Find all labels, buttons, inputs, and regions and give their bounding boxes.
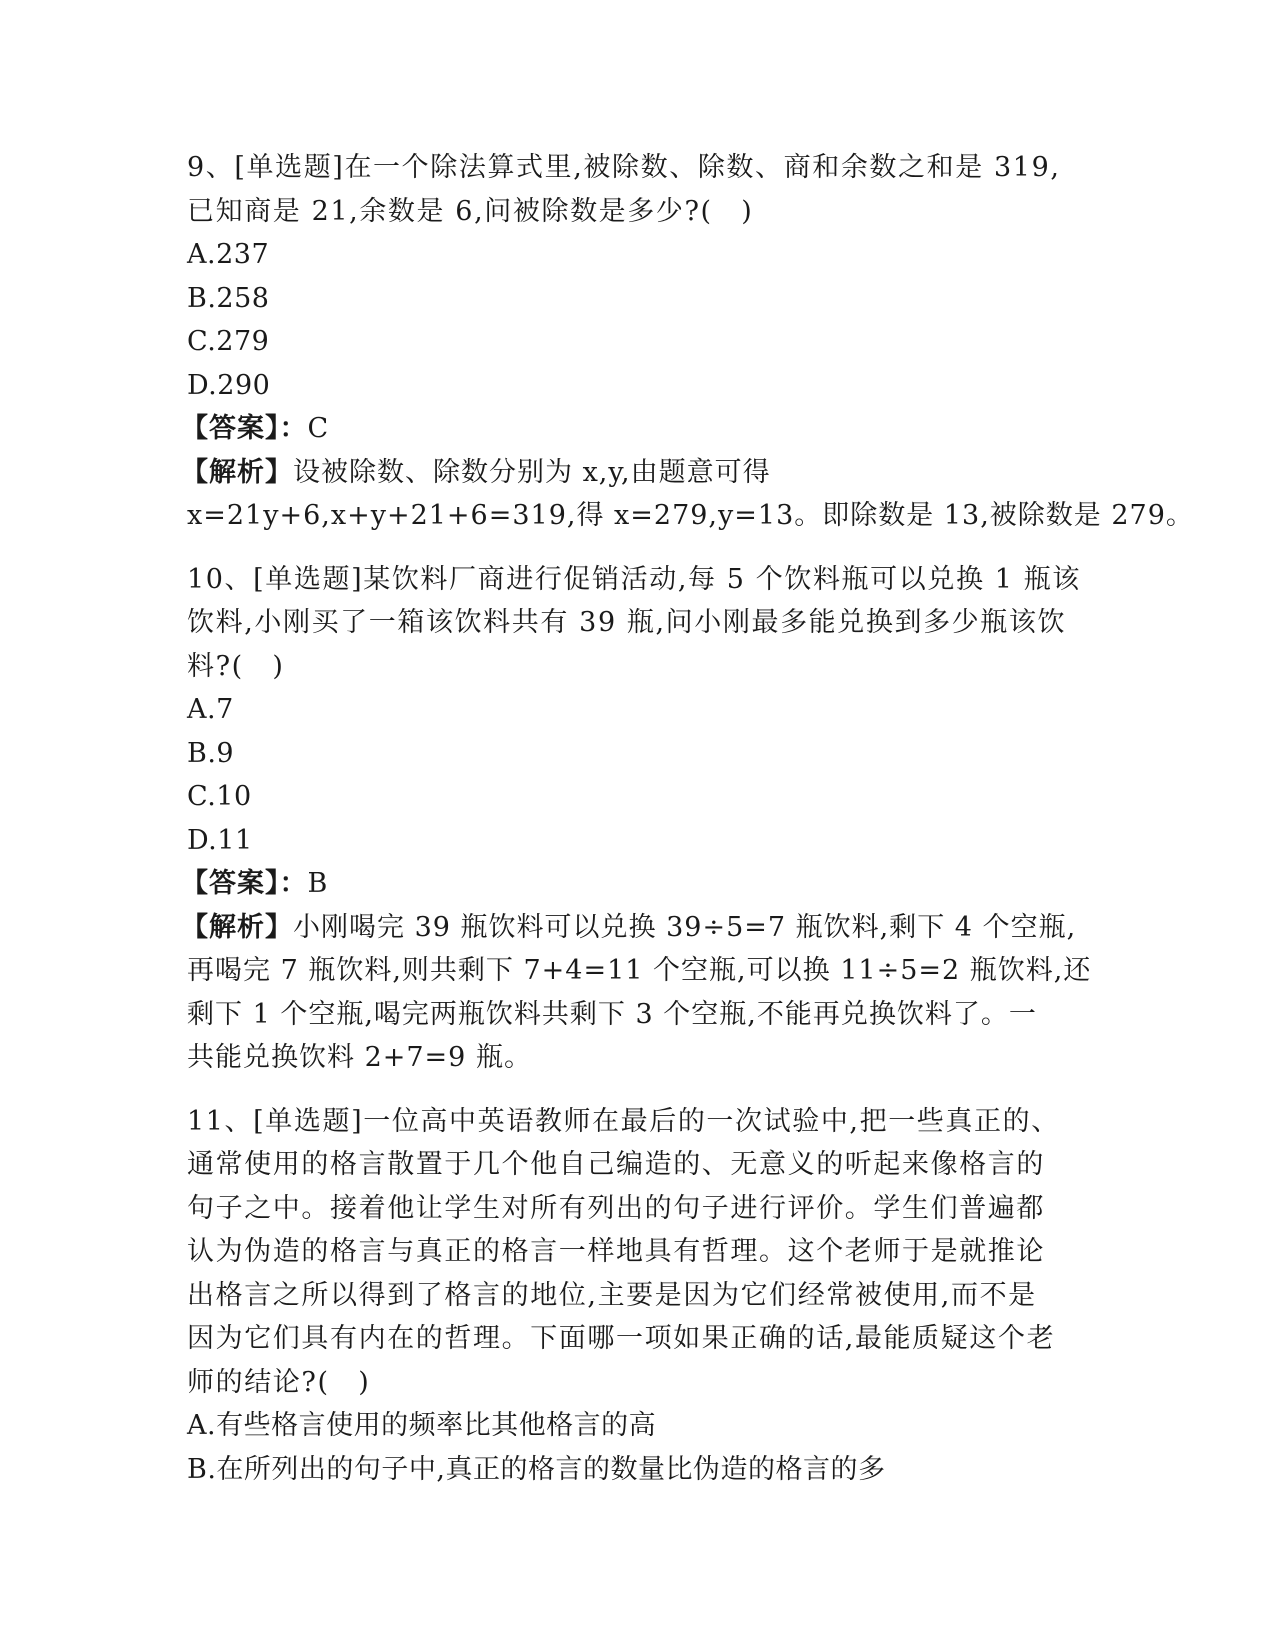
question-line: 11、[单选题]一位高中英语教师在最后的一次试验中,把一些真正的、 — [187, 1105, 1060, 1137]
answer-value: C — [307, 413, 330, 444]
option-d: D.11 — [187, 824, 253, 856]
question-10 — [181, 558, 1092, 1080]
option-d: D.290 — [187, 369, 271, 401]
option-c: C.10 — [187, 781, 252, 812]
option-b: B.9 — [187, 737, 235, 769]
answer-line — [181, 407, 1087, 451]
question-text — [187, 146, 1087, 233]
question-line: 9、[单选题]在一个除法算式里,被除数、除数、商和余数之和是 319, — [187, 152, 1061, 183]
option-a: A.有些格言使用的频率比其他格言的高 — [187, 1410, 657, 1441]
answer-label: 【答案】： — [181, 868, 308, 899]
option-c: C.279 — [187, 326, 270, 357]
analysis-text: 小刚喝完 39 瓶饮料可以兑换 39÷5=7 瓶饮料,剩下 4 个空瓶, — [293, 911, 1077, 943]
analysis-line — [181, 451, 1087, 495]
option-b: B.在所列出的句子中,真正的格言的数量比伪造的格言的多 — [187, 1453, 886, 1485]
question-9 — [181, 146, 1194, 538]
analysis-line: 共能兑换饮料 2+7=9 瓶。 — [187, 1042, 532, 1073]
answer-line — [181, 862, 1087, 906]
analysis-label: 【解析】 — [181, 456, 293, 488]
analysis-line: 再喝完 7 瓶饮料,则共剩下 7+4=11 个空瓶,可以换 11÷5=2 瓶饮料,还 — [187, 955, 1092, 986]
question-line: 认为伪造的格言与真正的格言一样地具有哲理。这个老师于是就推论 — [187, 1236, 1045, 1267]
answer-value: B — [307, 868, 329, 899]
analysis-label: 【解析】 — [181, 911, 293, 943]
question-line: 因为它们具有内在的哲理。下面哪一项如果正确的话,最能质疑这个老 — [187, 1323, 1056, 1354]
option-a: A.237 — [187, 239, 270, 270]
question-line: 已知商是 21,余数是 6,问被除数是多少?( ) — [187, 195, 754, 227]
analysis-line: x=21y+6,x+y+21+6=319,得 x=279,y=13。即除数是 13,被除数是 279。 — [187, 500, 1194, 531]
document-page — [181, 146, 1194, 1511]
question-line: 通常使用的格言散置于几个他自己编造的、无意义的听起来像格言的 — [187, 1149, 1045, 1180]
question-line: 师的结论?( ) — [187, 1366, 371, 1398]
option-b: B.258 — [187, 282, 270, 314]
question-text — [187, 1100, 1087, 1405]
analysis-line — [181, 906, 1087, 950]
question-text — [187, 558, 1087, 689]
question-line: 出格言之所以得到了格言的地位,主要是因为它们经常被使用,而不是 — [187, 1279, 1037, 1311]
question-line: 句子之中。接着他让学生对所有列出的句子进行评价。学生们普遍都 — [187, 1192, 1045, 1224]
question-line: 料?( ) — [187, 650, 285, 682]
question-line: 饮料,小刚买了一箱该饮料共有 39 瓶,问小刚最多能兑换到多少瓶该饮 — [187, 607, 1067, 638]
question-11 — [187, 1100, 1087, 1492]
analysis-text: 设被除数、除数分别为 x,y,由题意可得 — [293, 456, 771, 488]
option-a: A.7 — [187, 694, 234, 725]
analysis-line: 剩下 1 个空瓶,喝完两瓶饮料共剩下 3 个空瓶,不能再兑换饮料了。一 — [187, 998, 1037, 1030]
question-line: 10、[单选题]某饮料厂商进行促销活动,每 5 个饮料瓶可以兑换 1 瓶该 — [187, 563, 1081, 595]
answer-label: 【答案】： — [181, 413, 308, 444]
